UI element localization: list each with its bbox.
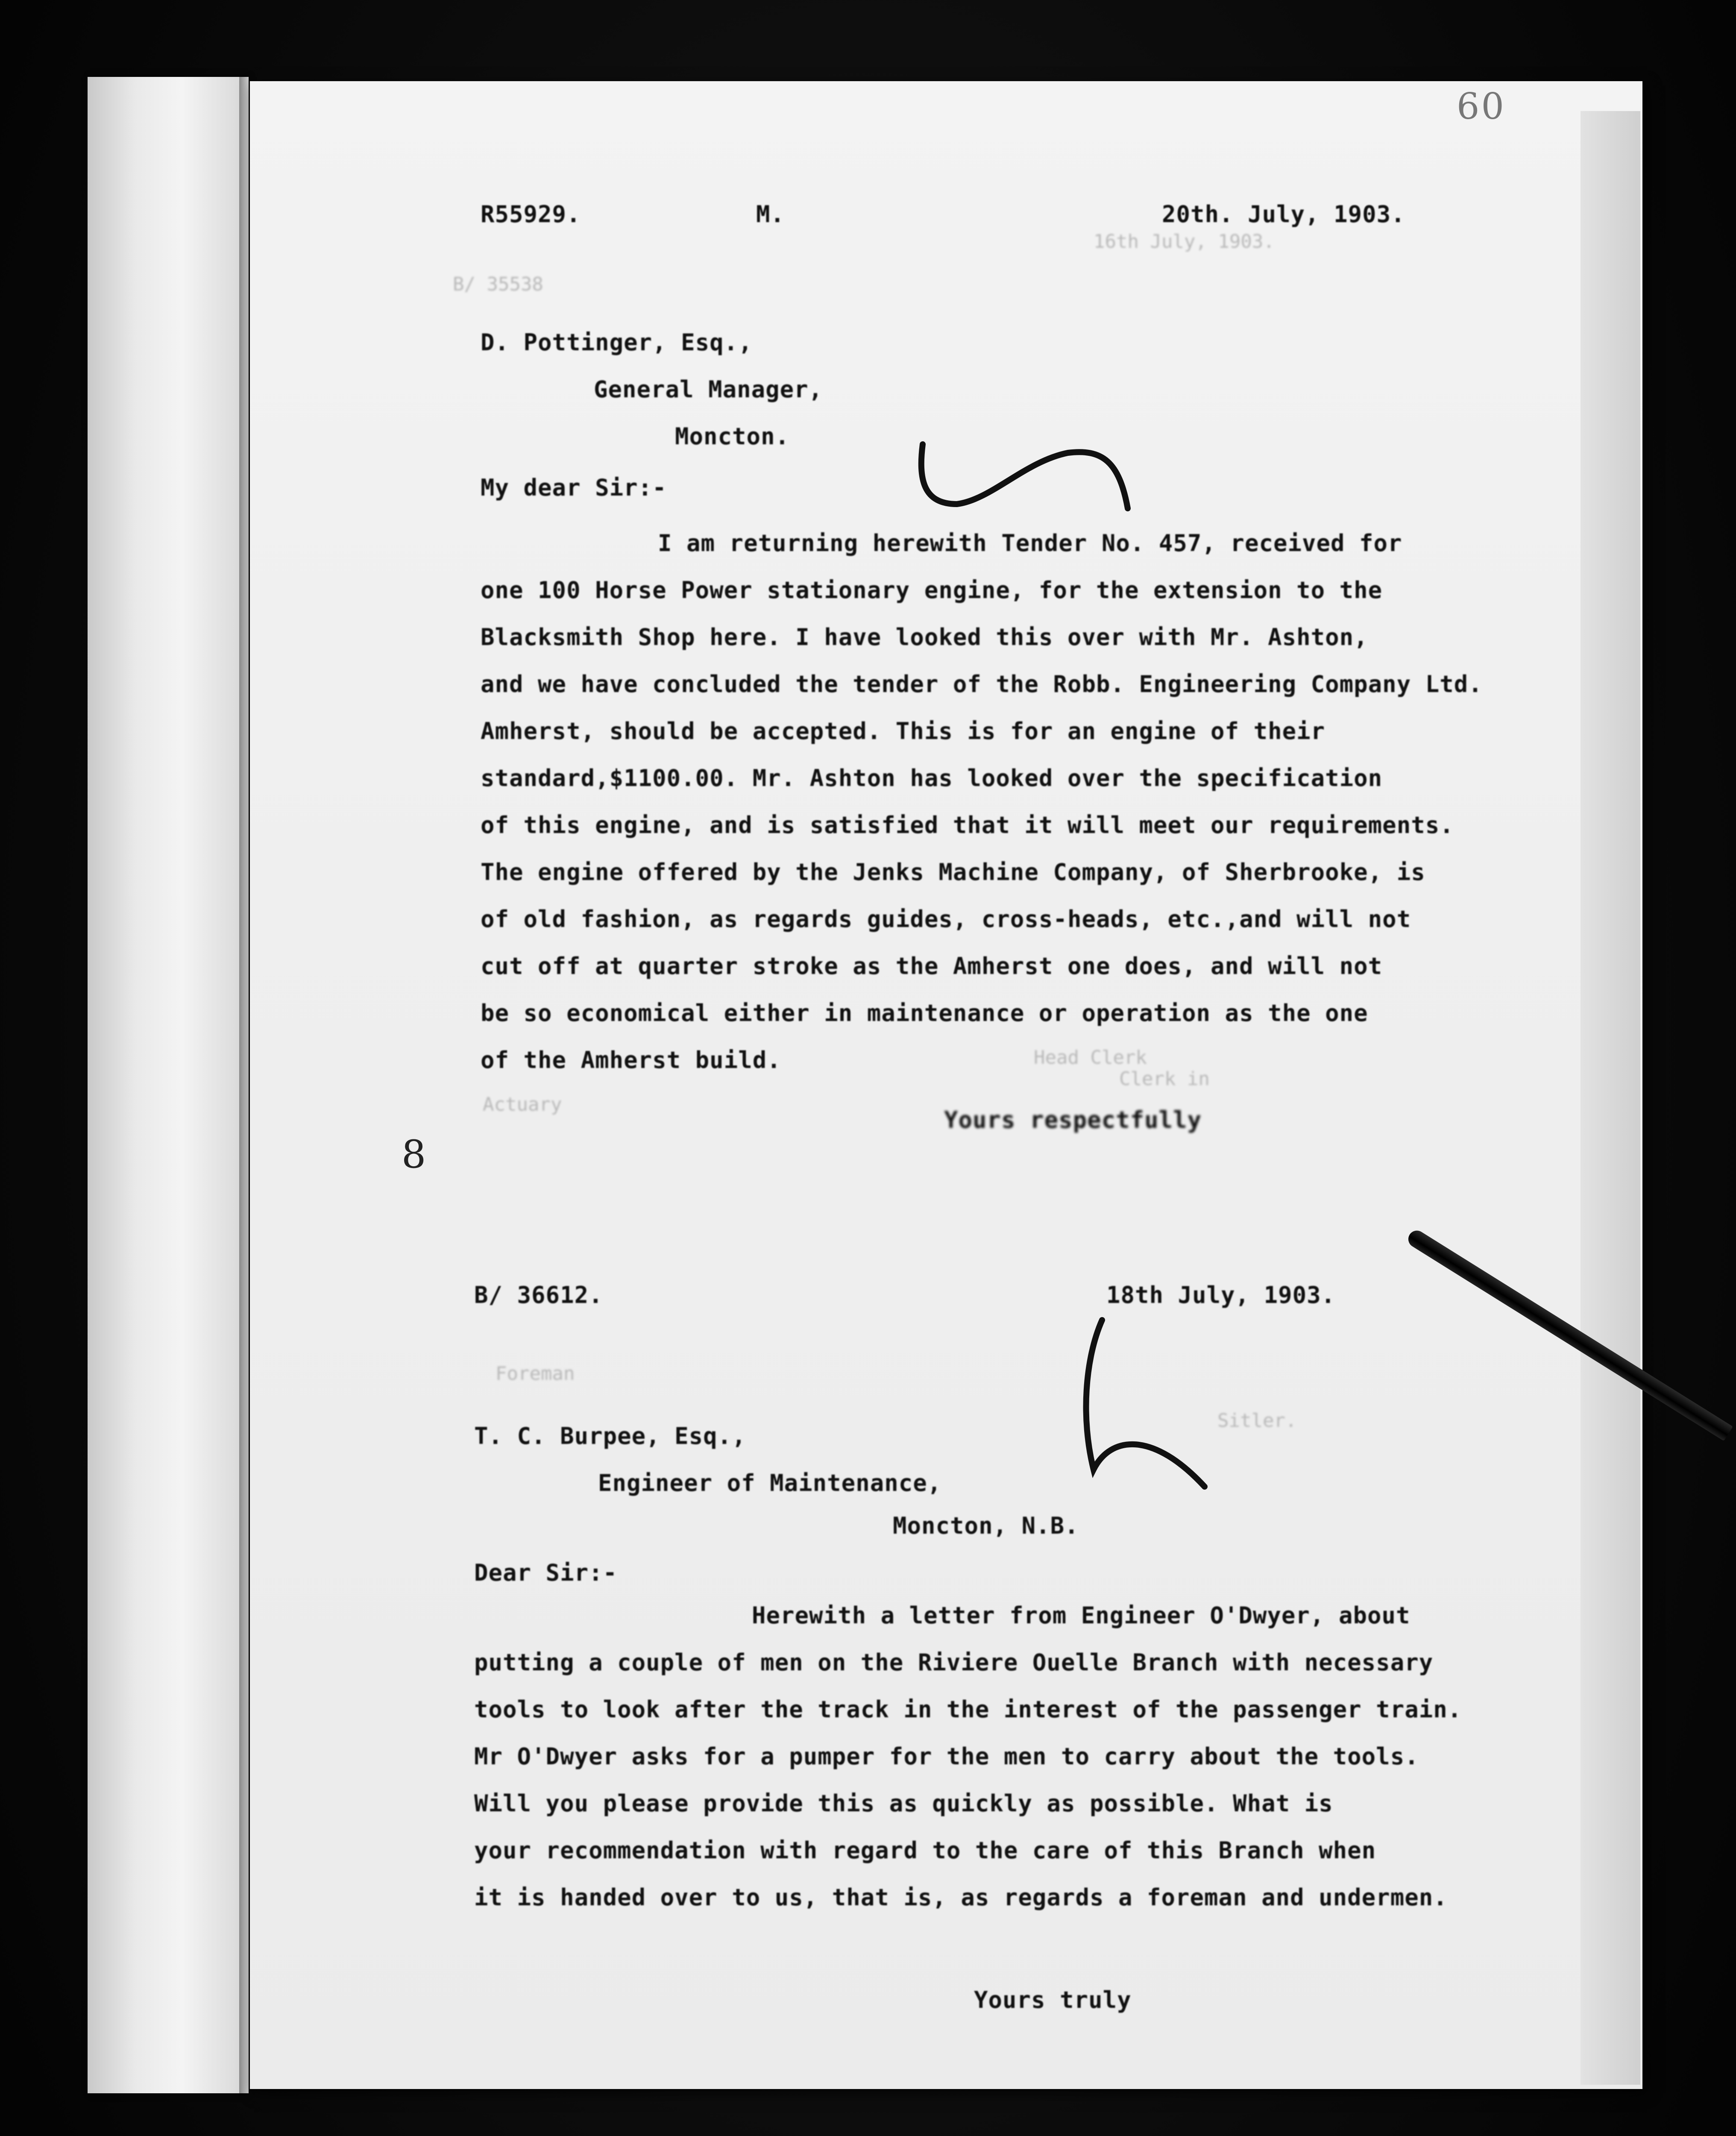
- letter2-body-line: tools to look after the track in the interest of the passenger train.: [474, 1696, 1462, 1723]
- letter1-salutation: My dear Sir:-: [481, 474, 667, 501]
- letter1-recipient-name: D. Pottinger, Esq.,: [481, 329, 753, 356]
- letter1-body-line: be so economical either in maintenance or operation as the one: [481, 1000, 1368, 1027]
- letter2-salutation: Dear Sir:-: [474, 1559, 618, 1586]
- letter1-recipient-place: Moncton.: [675, 423, 790, 450]
- letter1-body-line: and we have concluded the tender of the Robb. Engineering Company Ltd.: [481, 671, 1483, 698]
- ghost-text: Foreman: [496, 1363, 575, 1385]
- letter1-body-line: The engine offered by the Jenks Machine Company, of Sherbrooke, is: [481, 859, 1425, 886]
- letter2-body-line: it is handed over to us, that is, as regards a foreman and undermen.: [474, 1884, 1448, 1911]
- signature-mark: [906, 427, 1145, 538]
- ghost-text: 16th July, 1903.: [1094, 231, 1275, 252]
- ghost-text: Clerk in: [1119, 1068, 1210, 1090]
- letter2-recipient-title: Engineer of Maintenance,: [598, 1470, 942, 1496]
- letter1-body-line: standard,$1100.00. Mr. Ashton has looked over the specification: [481, 765, 1383, 792]
- letter1-closing: Yours respectfully: [944, 1106, 1202, 1133]
- letter1-body-line: of this engine, and is satisfied that it will meet our requirements.: [481, 812, 1454, 839]
- letter1-body-line: Blacksmith Shop here. I have looked this over with Mr. Ashton,: [481, 624, 1368, 651]
- letterbook-binding: [88, 77, 246, 2093]
- page-edge: [1581, 111, 1640, 2085]
- letter1-body-line: Amherst, should be accepted. This is for an engine of their: [481, 718, 1325, 745]
- letter2-body-line: your recommendation with regard to the care of this Branch when: [474, 1837, 1376, 1864]
- letter1-recipient-title: General Manager,: [594, 376, 823, 403]
- letter2-body-line: Will you please provide this as quickly as possible. What is: [474, 1790, 1333, 1817]
- ghost-text: B/ 35538: [453, 273, 543, 295]
- margin-mark: 8: [402, 1132, 426, 1177]
- letter2-recipient-name: T. C. Burpee, Esq.,: [474, 1423, 746, 1449]
- letter2-closing: Yours truly: [974, 1986, 1132, 2013]
- folio-number: 60: [1457, 85, 1506, 127]
- letter2-date: 18th July, 1903.: [1106, 1282, 1336, 1309]
- binding-edge: [239, 77, 249, 2093]
- letter2-recipient-place: Moncton, N.B.: [893, 1512, 1079, 1539]
- ghost-text: Sitler.: [1217, 1410, 1297, 1432]
- letter1-date: 20th. July, 1903.: [1162, 201, 1405, 228]
- letter2-ref: B/ 36612.: [474, 1282, 603, 1309]
- letter1-body-line: one 100 Horse Power stationary engine, for the extension to the: [481, 577, 1383, 604]
- letter-page: [250, 81, 1642, 2089]
- letter2-body-line: putting a couple of men on the Riviere Ouelle Branch with necessary: [474, 1649, 1434, 1676]
- ghost-text: Actuary: [483, 1094, 562, 1115]
- ghost-text: Head Clerk: [1034, 1047, 1147, 1068]
- letter1-ref: R55929.: [481, 201, 581, 228]
- signature-mark: [1051, 1307, 1230, 1529]
- letter1-body-line: I am returning herewith Tender No. 457, received for: [658, 530, 1402, 557]
- letter2-body-line: Mr O'Dwyer asks for a pumper for the men to carry about the tools.: [474, 1743, 1419, 1770]
- letter1-body-line: cut off at quarter stroke as the Amherst one does, and will not: [481, 953, 1383, 980]
- letter1-body-line: of old fashion, as regards guides, cross-heads, etc.,and will not: [481, 906, 1411, 933]
- letter1-body-line: of the Amherst build.: [481, 1047, 781, 1074]
- letter2-body-line: Herewith a letter from Engineer O'Dwyer, about: [752, 1602, 1410, 1629]
- letter1-initial: M.: [756, 201, 785, 228]
